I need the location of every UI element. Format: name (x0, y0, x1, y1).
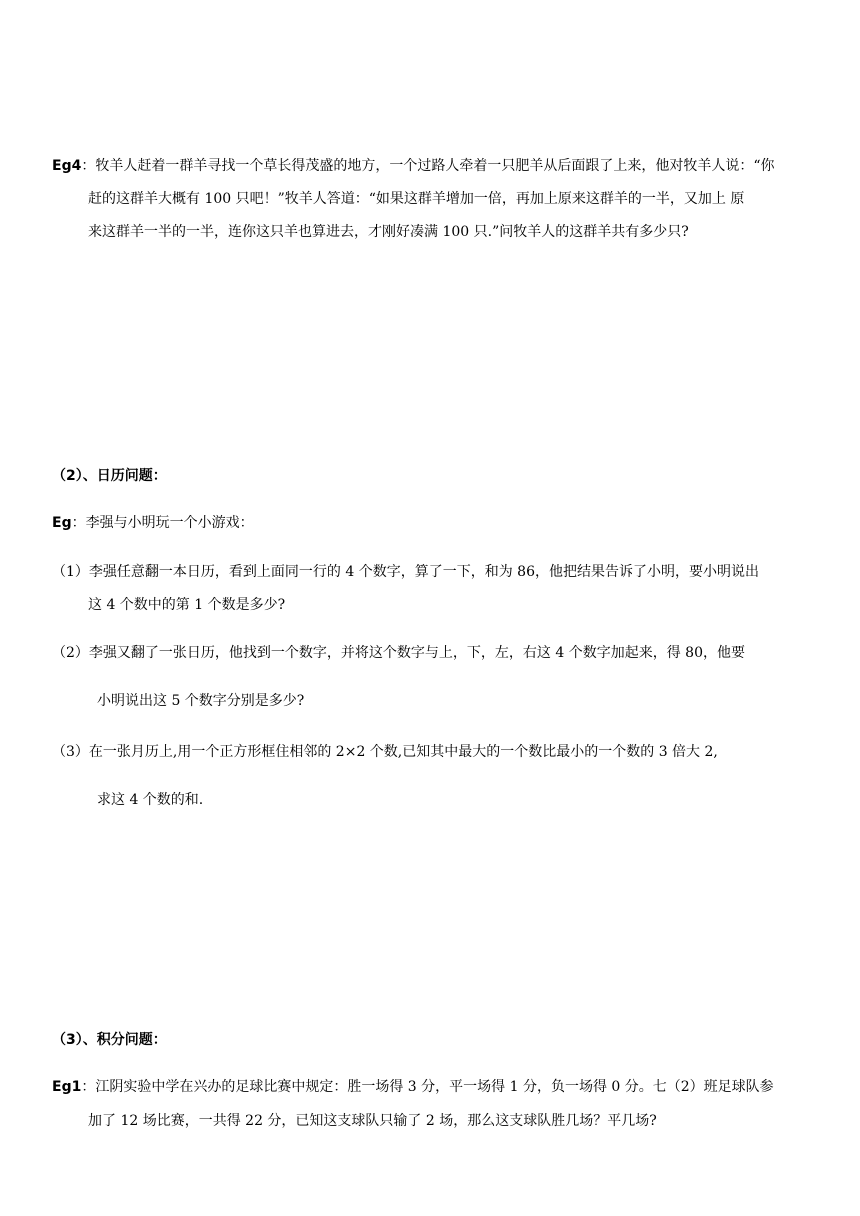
eg4-line-3: 来这群羊一半的一半，连你这只羊也算进去，才刚好凑满 100 只.”问牧羊人的这群羊共有多少只? (88, 224, 689, 240)
question-3-line-2: 求这 4 个数的和. (97, 792, 204, 808)
question-3-line-1: （3）在一张月历上,用一个正方形框住相邻的 2×2 个数,已知其中最大的一个数比最小的一个数的 3 倍大 2, (52, 744, 718, 760)
section-2-intro (52, 513, 254, 533)
eg1-text-1: ：江阴实验中学在兴办的足球比赛中规定：胜一场得 3 分，平一场得 1 分，负一场得 0 分。七（2）班足球队参 (81, 1079, 774, 1095)
section-2-heading: （2）、日历问题： (52, 468, 167, 484)
section-2-intro-text: ：李强与小明玩一个小游戏： (71, 515, 254, 531)
question-2-line-2: 小明说出这 5 个数字分别是多少? (97, 693, 305, 709)
section-2-intro-label: Eg (52, 515, 72, 531)
question-2-line-1: （2）李强又翻了一张日历，他找到一个数字，并将这个数字与上，下，左，右这 4 个数字加起来，得 80，他要 (52, 645, 745, 661)
eg4-line-2: 赶的这群羊大概有 100 只吧！”牧羊人答道：“如果这群羊增加一倍，再加上原来这群羊的一半，又加上 原 (88, 191, 745, 207)
eg1-line-2: 加了 12 场比赛，一共得 22 分，已知这支球队只输了 2 场，那么这支球队胜几场？平几场? (88, 1113, 657, 1129)
eg1-label: Eg1 (52, 1079, 82, 1095)
section-3-heading: （3）、积分问题： (52, 1032, 167, 1048)
question-1-line-1: （1）李强任意翻一本日历，看到上面同一行的 4 个数字，算了一下，和为 86，他把结果告诉了小明，要小明说出 (52, 564, 759, 580)
eg1-line-1 (52, 1077, 774, 1097)
eg4-label: Eg4 (52, 158, 82, 174)
eg4-line-1 (52, 156, 774, 176)
question-1-line-2: 这 4 个数中的第 1 个数是多少? (88, 597, 286, 613)
eg4-text-1: ：牧羊人赶着一群羊寻找一个草长得茂盛的地方，一个过路人牵着一只肥羊从后面跟了上来，他对牧羊人说：“你 (81, 158, 775, 174)
